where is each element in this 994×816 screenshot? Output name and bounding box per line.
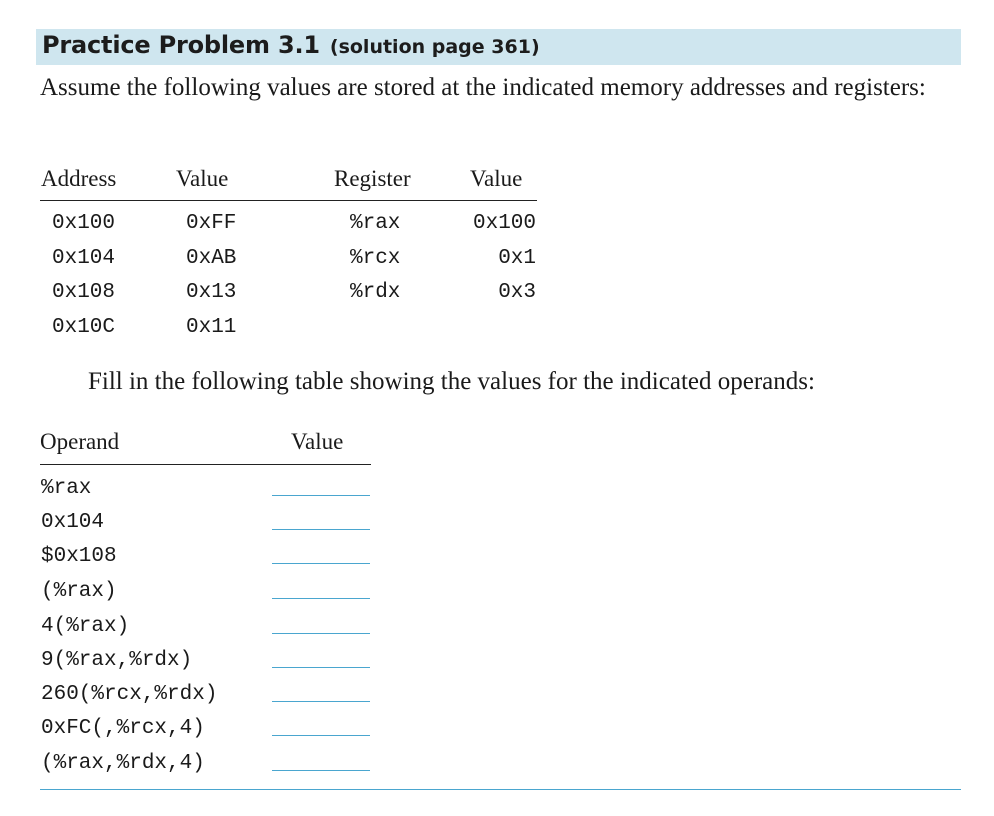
- operand-cell: 0xFC(,%rcx,4): [41, 717, 205, 740]
- operand-cell: $0x108: [41, 545, 117, 568]
- register-value-cell: 0x100: [472, 212, 536, 235]
- operand-cell: (%rax,%rdx,4): [41, 752, 205, 775]
- memory-value-cell: 0xAB: [186, 247, 237, 270]
- memory-value-cell: 0xFF: [186, 212, 237, 235]
- answer-blank[interactable]: [272, 701, 370, 702]
- memory-address-cell: 0x100: [52, 212, 116, 235]
- intro-paragraph: Assume the following values are stored at the indicated memory addresses and registers:: [40, 74, 926, 101]
- memory-address-cell: 0x10C: [52, 316, 116, 339]
- register-value-cell: 0x1: [498, 247, 536, 270]
- memory-value-cell: 0x13: [186, 281, 237, 304]
- operand-cell: 9(%rax,%rdx): [41, 649, 193, 672]
- register-name-header: Register: [334, 166, 411, 191]
- answer-blank[interactable]: [272, 598, 370, 599]
- memory-address-cell: 0x108: [52, 281, 116, 304]
- answer-blank[interactable]: [272, 633, 370, 634]
- register-value-cell: 0x3: [498, 281, 536, 304]
- answer-blank[interactable]: [272, 735, 370, 736]
- register-name-cell: %rdx: [350, 281, 401, 304]
- operand-header-rule: [40, 464, 371, 465]
- memory-address-cell: 0x104: [52, 247, 116, 270]
- register-value-header: Value: [470, 166, 523, 191]
- operand-cell: 0x104: [41, 511, 105, 534]
- answer-blank[interactable]: [272, 770, 370, 771]
- problem-solution-reference: (solution page 361): [329, 36, 540, 58]
- operand-cell: (%rax): [41, 580, 117, 603]
- operand-cell: 4(%rax): [41, 615, 130, 638]
- operand-header: Operand: [40, 429, 120, 454]
- problem-title: Practice Problem 3.1: [42, 31, 320, 59]
- header-rule: [40, 200, 537, 201]
- answer-blank[interactable]: [272, 563, 370, 564]
- fill-instruction: Fill in the following table showing the values for the indicated operands:: [88, 368, 815, 395]
- register-name-cell: %rax: [350, 212, 401, 235]
- answer-blank[interactable]: [272, 495, 370, 496]
- memory-value-cell: 0x11: [186, 316, 237, 339]
- answer-blank[interactable]: [272, 667, 370, 668]
- register-name-cell: %rcx: [350, 247, 401, 270]
- memory-address-header: Address: [41, 166, 117, 191]
- answer-blank[interactable]: [272, 529, 370, 530]
- memory-value-header: Value: [176, 166, 229, 191]
- operand-cell: %rax: [41, 477, 92, 500]
- problem-end-rule: [40, 789, 961, 790]
- operand-cell: 260(%rcx,%rdx): [41, 683, 218, 706]
- operand-value-header: Value: [291, 429, 344, 454]
- problem-header: [42, 31, 540, 59]
